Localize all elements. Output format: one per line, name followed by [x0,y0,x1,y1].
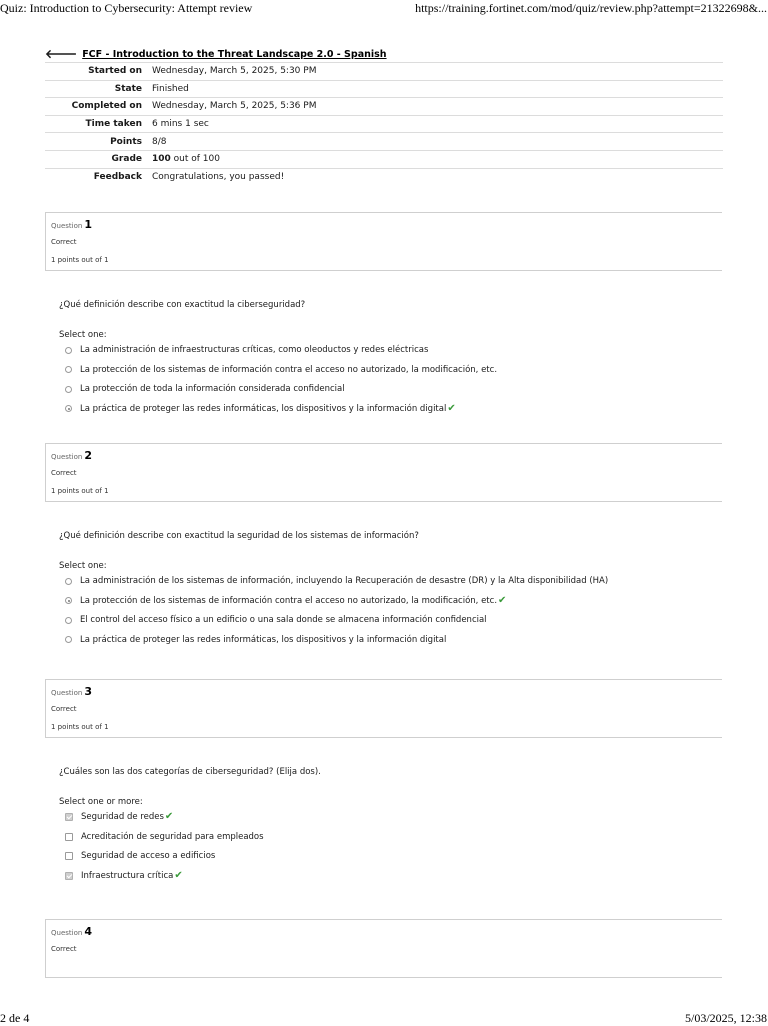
summary-label: Points [110,136,142,147]
question-info [45,679,722,738]
answer-option[interactable] [59,380,723,400]
summary-value: 6 mins 1 sec [152,119,209,130]
answer-label: La protección de los sistemas de información contra el acceso no autorizado, la modificación, etc. [80,595,498,606]
summary-value: Finished [152,83,189,94]
correct-check-icon: ✔ [447,402,456,414]
correct-check-icon: ✔ [164,811,174,823]
breadcrumb [45,46,723,62]
question-number: 2 [84,448,92,462]
answer-option[interactable] [59,360,723,380]
question-number: 3 [84,684,92,698]
question-2 [45,443,723,650]
answer-option[interactable] [59,572,723,592]
summary-row [45,63,723,81]
answer-option[interactable] [59,591,723,611]
summary-label: Grade [111,154,142,165]
radio-button-selected[interactable] [65,405,72,412]
summary-label: Feedback [93,172,142,183]
question-prompt: Select one or more: [59,796,143,807]
answer-label: La administración de infraestructuras críticas, como oleoductos y redes eléctricas [80,345,429,356]
question-body [45,300,723,419]
question-grade: 1 points out of 1 [51,486,109,495]
question-grade: 1 points out of 1 [51,722,109,731]
answer-label: La protección de toda la información considerada confidencial [80,384,345,395]
summary-row [45,98,723,116]
radio-button[interactable] [65,386,72,393]
radio-button-selected[interactable] [65,597,72,604]
radio-button[interactable] [65,578,72,585]
summary-label: State [114,83,142,94]
answer-label: Seguridad de redes [81,812,164,823]
question-4 [45,919,723,978]
answer-option[interactable] [59,630,723,650]
print-datetime: 5/03/2025, 12:38 [684,1011,767,1025]
radio-button[interactable] [65,617,72,624]
answer-label: La práctica de proteger las redes informáticas, los dispositivos y la información digital [80,634,447,645]
answer-option[interactable] [59,399,723,419]
question-word: Question [51,452,83,461]
summary-row [45,115,723,133]
attempt-summary-table [45,62,723,186]
radio-button[interactable] [65,366,72,373]
checkbox[interactable] [65,852,73,860]
checkbox[interactable] [65,833,73,841]
question-body [45,531,723,650]
answer-options [59,808,723,886]
answer-label: La protección de los sistemas de información contra el acceso no autorizado, la modificación, etc. [80,364,498,375]
summary-label: Time taken [85,119,142,130]
answer-option[interactable] [59,808,723,828]
answer-label: La administración de los sistemas de información, incluyendo la Recuperación de desastre (DR) y la Alta disponibilidad (HA) [80,576,609,587]
grade-value: 100 [152,154,171,165]
answer-option[interactable] [59,866,723,886]
answer-option[interactable] [59,847,723,867]
answer-option[interactable] [59,341,723,361]
question-1 [45,212,723,419]
checkbox-checked[interactable] [65,872,73,880]
question-word: Question [51,928,83,937]
summary-value: 8/8 [152,136,167,147]
summary-value [152,150,723,168]
answer-label: La práctica de proteger las redes informáticas, los dispositivos y la información digital [80,403,447,414]
question-number: 4 [84,924,92,938]
print-header [0,1,768,17]
question-state: Correct [51,704,77,713]
summary-row [45,80,723,98]
question-word: Question [51,221,83,230]
question-grade: 1 points out of 1 [51,255,109,264]
question-state: Correct [51,468,77,477]
print-page-title: Quiz: Introduction to Cybersecurity: Attempt review [0,1,253,15]
answer-label: Infraestructura crítica [81,870,174,881]
question-text: ¿Cuáles son las dos categorías de ciberseguridad? (Elija dos). [59,766,321,777]
correct-check-icon: ✔ [174,869,183,881]
answer-options [59,572,723,650]
question-text: ¿Qué definición describe con exactitud la seguridad de los sistemas de información? [59,530,419,541]
grade-max: out of 100 [170,154,220,165]
question-state: Correct [51,944,77,953]
answer-options [59,341,723,419]
question-body [45,767,723,886]
question-prompt: Select one: [59,329,107,340]
answer-option[interactable] [59,611,723,631]
answer-label: El control del acceso físico a un edificio o una sala donde se almacena información confidencial [80,615,487,626]
print-page-url: https://training.fortinet.com/mod/quiz/review.php?attempt=21322698&... [415,1,767,15]
summary-value: Congratulations, you passed! [152,172,285,183]
quiz-review-content [45,46,723,978]
question-number: 1 [84,217,92,231]
checkbox-checked[interactable] [65,813,73,821]
radio-button[interactable] [65,636,72,643]
answer-label: Acreditación de seguridad para empleados [81,831,264,842]
answer-option[interactable] [59,827,723,847]
print-footer [0,1011,768,1025]
summary-value: Wednesday, March 5, 2025, 5:30 PM [152,66,317,77]
summary-label: Completed on [71,101,142,112]
summary-row [45,168,723,186]
correct-check-icon: ✔ [498,594,507,606]
summary-value: Wednesday, March 5, 2025, 5:36 PM [152,101,317,112]
page-number: 2 de 4 [0,1011,30,1025]
question-state: Correct [51,237,77,246]
question-word: Question [51,688,83,697]
summary-label: Started on [88,66,142,77]
question-text: ¿Qué definición describe con exactitud la ciberseguridad? [59,299,306,310]
answer-label: Seguridad de acceso a edificios [81,851,216,862]
question-info [45,919,722,978]
arrow-left-icon[interactable]: 🡐 [45,47,78,61]
question-info [45,212,722,271]
course-link[interactable]: FCF - Introduction to the Threat Landscape 2.0 - Spanish [82,48,387,60]
question-info [45,443,722,502]
question-prompt: Select one: [59,560,107,571]
summary-row [45,150,723,168]
radio-button[interactable] [65,347,72,354]
question-3 [45,679,723,886]
summary-row [45,133,723,151]
